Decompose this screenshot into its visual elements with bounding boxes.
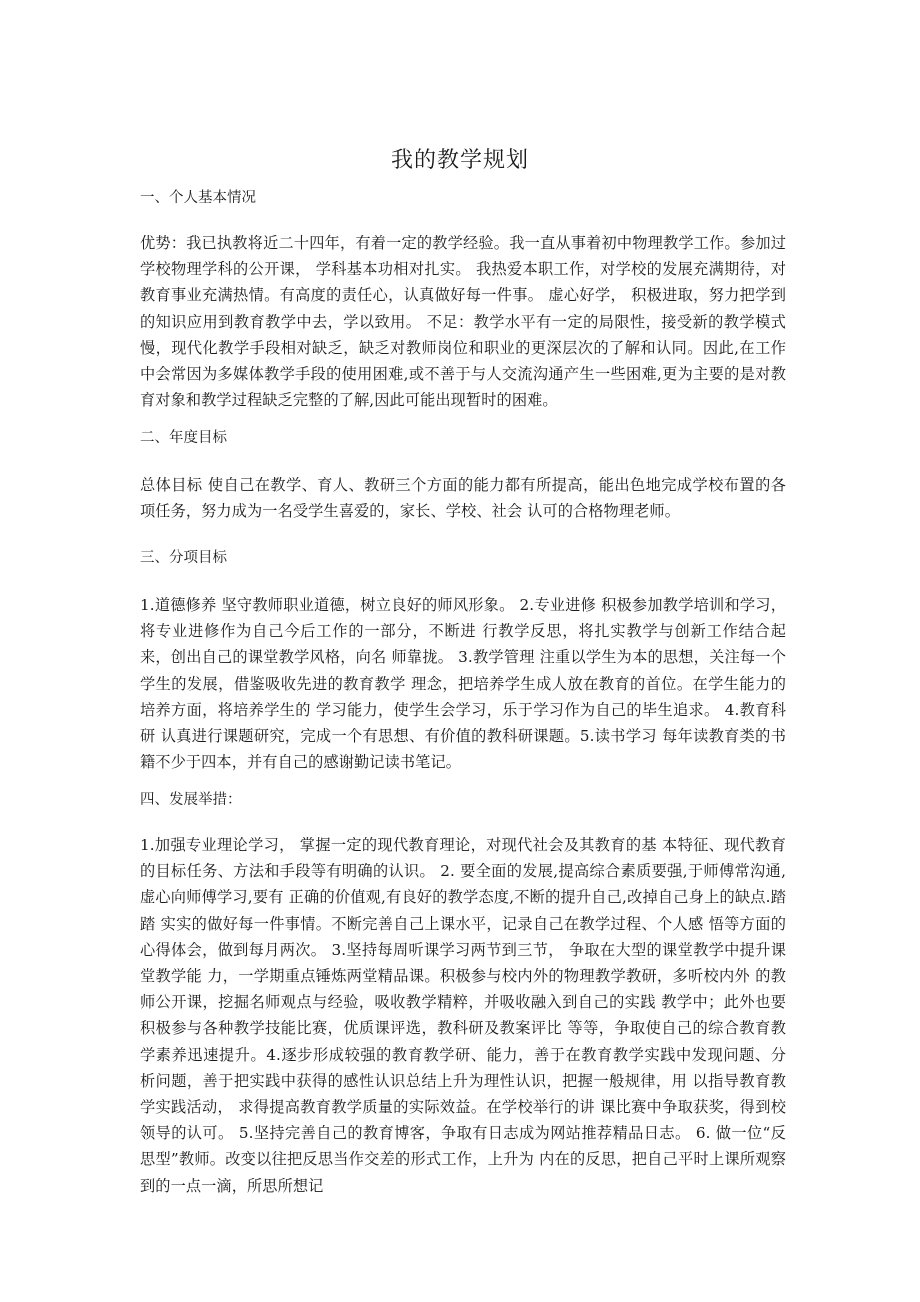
section-heading-basic-info: 一、个人基本情况 bbox=[140, 190, 256, 206]
section-heading-measures: 四、发展举措： bbox=[140, 792, 242, 808]
section-heading-item-goals: 三、分项目标 bbox=[140, 550, 227, 566]
section-body-item-goals: 1.道德修养 坚守教师职业道德，树立良好的师风形象。 2.专业进修 积极参加教学培训和学习， 将专业进修作为自己今后工作的一部分，不断进 行教学反思，将扎实教学与创新工作结合起来，创出自己的课堂教学风格，向名 师靠拢。 3.教学管理 注重以学生为本的思想，关注每一个学生的发展，借鉴吸收先进的教育教学 理念，把培养学生成人放在教育的首位。在学生能力的培养方面，将培养学生的 学习能力，使学生会学习，乐于学习作为自己的毕生追求。 4.教育科研 认真进行课题研究，完成一个有思想、有价值的教科研课题。5.读书学习 每年读教育类的书籍不少于四本，并有自己的感谢勤记读书笔记。 bbox=[140, 596, 786, 772]
section-body-measures: 1.加强专业理论学习， 掌握一定的现代教育理论，对现代社会及其教育的基 本特征、现代教育的目标任务、方法和手段等有明确的认识。 2. 要全面的发展,提高综合素质要强,于师傅常沟通,虚心向师傅学习,要有 正确的价值观,有良好的教学态度,不断的提升自己,改掉自己身上的缺点.踏踏 实实的做好每一件事情。不断完善自己上课水平，记录自己在教学过程、个人感 悟等方面的心得体会，做到每月两次。 3.坚持每周听课学习两节到三节， 争取在大型的课堂教学中提升课堂教学能 力，一学期重点锤炼两堂精品课。积极参与校内外的物理教学教研，多听校内外 的教师公开课，挖掘名师观点与经验，吸收教学精粹，并吸收融入到自己的实践 教学中；此外也要积极参与各种教学技能比赛，优质课评选，教科研及教案评比 等等，争取使自己的综合教育教学素养迅速提升。4.逐步形成较强的教育教学研、能力，善于在教育教学实践中发现问题、分 析问题，善于把实践中获得的感性认识总结上升为理性认识，把握一般规律，用 以指导教育教学实践活动， 求得提高教育教学质量的实际效益。在学校举行的讲 课比赛中争取获奖，得到校领导的认可。 5.坚持完善自己的教育博客，争取有日志成为网站推荐精品日志。 6. 做一位“反思型”教师。改变以往把反思当作交差的形式工作，上升为 内在的反思，把自己平时上课所观察到的一点一滴，所思所想记 bbox=[140, 836, 786, 1195]
document-title: 我的教学规划 bbox=[390, 148, 529, 173]
section-heading-annual-goal: 二、年度目标 bbox=[140, 430, 227, 446]
section-body-annual-goal: 总体目标 使自己在教学、育人、教研三个方面的能力都有所提高，能出色地完成学校布置的各项任务，努力成为一名受学生喜爱的，家长、学校、社会 认可的合格物理老师。 bbox=[140, 476, 786, 521]
section-body-basic-info: 优势：我已执教将近二十四年，有着一定的教学经验。我一直从事着初中物理教学工作。参加过学校物理学科的公开课， 学科基本功相对扎实。 我热爱本职工作，对学校的发展充满期待，对教育事业充满热情。有高度的责任心，认真做好每一件事。 虚心好学， 积极进取，努力把学到的知识应用到教育教学中去，学以致用。 不足：教学水平有一定的局限性，接受新的教学模式慢，现代化教学手段相对缺乏，缺乏对教师岗位和职业的更深层次的了解和认同。因此,在工作中会常因为多媒体教学手段的使用困难,或不善于与人交流沟通产生一些困难,更为主要的是对教育对象和教学过程缺乏完整的了解,因此可能出现暂时的困难。 bbox=[140, 234, 786, 410]
